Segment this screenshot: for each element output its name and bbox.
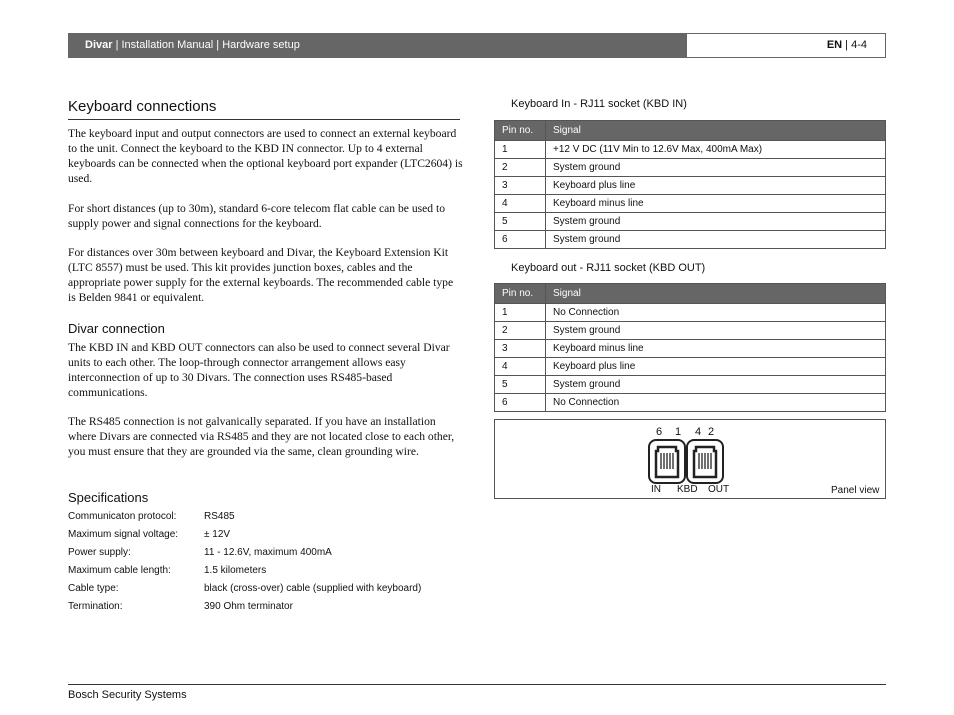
column-header-signal: Signal xyxy=(546,284,886,304)
table-row xyxy=(495,340,886,358)
spec-value: ± 12V xyxy=(204,529,231,540)
spec-value: 1.5 kilometers xyxy=(204,565,267,576)
kbd-in-table xyxy=(494,120,886,249)
header-page-number: | 4-4 xyxy=(842,39,867,51)
rj11-connector-pair-icon xyxy=(648,439,724,484)
header-lang: EN xyxy=(826,39,843,51)
column-header-signal: Signal xyxy=(546,121,886,141)
panel-view-caption: Panel view xyxy=(831,485,880,496)
signal-cell: No Connection xyxy=(546,394,886,412)
signal-cell: System ground xyxy=(546,322,886,340)
rj11-out-socket-icon xyxy=(687,440,723,483)
table-row xyxy=(495,358,886,376)
pin-cell: 1 xyxy=(495,141,546,159)
signal-cell: System ground xyxy=(546,159,886,177)
table-header-row xyxy=(495,121,886,141)
spec-label: Maximum signal voltage: xyxy=(68,529,179,540)
header-product: Divar xyxy=(85,39,113,51)
spec-row xyxy=(68,598,468,616)
signal-cell: System ground xyxy=(546,231,886,249)
spec-label: Termination: xyxy=(68,601,123,612)
intro-paragraph-2: For short distances (up to 30m), standard 6-core telecom flat cable can be used to supply power and signal connections for the keyboard. xyxy=(68,202,445,230)
kbd-out-caption: Keyboard out - RJ11 socket (KBD OUT) xyxy=(511,262,706,274)
spec-value: RS485 xyxy=(204,511,235,522)
signal-cell: System ground xyxy=(546,213,886,231)
pin-cell: 2 xyxy=(495,322,546,340)
spec-row xyxy=(68,562,468,580)
header-page-info xyxy=(687,33,886,58)
pin-cell: 5 xyxy=(495,213,546,231)
column-header-pin: Pin no. xyxy=(495,121,546,141)
header-breadcrumb xyxy=(68,33,687,58)
table-row xyxy=(495,376,886,394)
pin-label-4: 4 xyxy=(695,426,702,438)
spec-row xyxy=(68,508,468,526)
pin-label-2: 2 xyxy=(708,426,715,438)
spec-value: 11 - 12.6V, maximum 400mA xyxy=(204,547,332,558)
table-row xyxy=(495,322,886,340)
panel-label-in: IN xyxy=(651,484,661,495)
divar-connection-heading: Divar connection xyxy=(68,321,165,336)
pin-cell: 4 xyxy=(495,358,546,376)
kbd-in-caption: Keyboard In - RJ11 socket (KBD IN) xyxy=(511,98,687,110)
rj11-in-socket-icon xyxy=(649,440,685,483)
table-row xyxy=(495,304,886,322)
panel-label-out: OUT xyxy=(708,484,730,495)
pin-cell: 5 xyxy=(495,376,546,394)
specifications-heading: Specifications xyxy=(68,490,149,505)
signal-cell: Keyboard minus line xyxy=(546,195,886,213)
pin-cell: 2 xyxy=(495,159,546,177)
table-row xyxy=(495,195,886,213)
spec-label: Communicaton protocol: xyxy=(68,511,177,522)
column-header-pin: Pin no. xyxy=(495,284,546,304)
section-title: Keyboard connections xyxy=(68,98,217,115)
signal-cell: No Connection xyxy=(546,304,886,322)
divar-connection-paragraph-1: The KBD IN and KBD OUT connectors can also be used to connect several Divar units to each other. The loop-through connector arrangement allows easy interconnection of up to 30 Divars. The connection uses RS485-based communications. xyxy=(68,341,450,399)
spec-row xyxy=(68,526,468,544)
footer-company: Bosch Security Systems xyxy=(68,689,187,701)
table-row xyxy=(495,394,886,412)
table-header-row xyxy=(495,284,886,304)
divar-connection-paragraph-2: The RS485 connection is not galvanically separated. If you have an installation where Divars are connected via RS485 and they are not located close to each other, you must ensure that they are grounded via the same, clean grounding wire. xyxy=(68,415,455,458)
table-row xyxy=(495,231,886,249)
pin-label-6: 6 xyxy=(656,426,663,438)
spec-row xyxy=(68,544,468,562)
pin-cell: 3 xyxy=(495,177,546,195)
intro-paragraph-1: The keyboard input and output connectors are used to connect an external keyboard to the unit. Connect the keyboard to the KBD IN connector. Up to 4 external keyboards can be connected when the optional keyboard port expander (LTC2604) is used. xyxy=(68,127,463,185)
pin-cell: 3 xyxy=(495,340,546,358)
table-row xyxy=(495,159,886,177)
signal-cell: Keyboard plus line xyxy=(546,358,886,376)
panel-label-kbd: KBD xyxy=(677,484,698,495)
spec-row xyxy=(68,580,468,598)
pin-label-1: 1 xyxy=(675,426,682,438)
spec-label: Cable type: xyxy=(68,583,119,594)
footer-divider xyxy=(68,684,886,685)
signal-cell: Keyboard minus line xyxy=(546,340,886,358)
table-row xyxy=(495,141,886,159)
signal-cell: +12 V DC (11V Min to 12.6V Max, 400mA Max) xyxy=(546,141,886,159)
spec-value: black (cross-over) cable (supplied with keyboard) xyxy=(204,583,422,594)
pin-cell: 6 xyxy=(495,231,546,249)
table-row xyxy=(495,177,886,195)
pin-cell: 6 xyxy=(495,394,546,412)
spec-label: Maximum cable length: xyxy=(68,565,171,576)
pin-cell: 4 xyxy=(495,195,546,213)
spec-label: Power supply: xyxy=(68,547,131,558)
signal-cell: Keyboard plus line xyxy=(546,177,886,195)
table-row xyxy=(495,213,886,231)
spec-value: 390 Ohm terminator xyxy=(204,601,293,612)
signal-cell: System ground xyxy=(546,376,886,394)
kbd-out-table xyxy=(494,283,886,412)
pin-cell: 1 xyxy=(495,304,546,322)
intro-paragraph-3: For distances over 30m between keyboard and Divar, the Keyboard Extension Kit (LTC 8557) must be used. This kit provides junction boxes, cables and the appropriate power supply for the external keyboards. The recommended cable type is Belden 9841 or equivalent. xyxy=(68,246,454,304)
title-divider xyxy=(68,119,460,120)
header-path: | Installation Manual | Hardware setup xyxy=(112,39,300,51)
